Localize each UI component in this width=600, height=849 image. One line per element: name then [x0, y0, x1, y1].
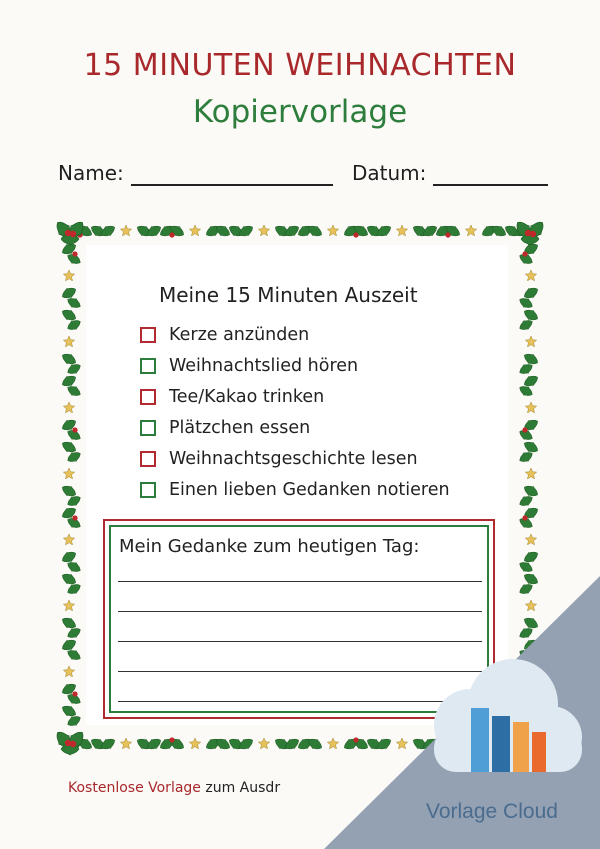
notes-label: Mein Gedanke zum heutigen Tag:	[119, 536, 420, 557]
footer-rest: zum Ausdr	[200, 780, 281, 796]
page-title: 15 MINUTEN WEIHNACHTEN	[83, 48, 517, 83]
page-subtitle: Kopiervorlage	[192, 94, 408, 130]
brand-name: Vorlage Cloud	[426, 800, 558, 823]
checklist-label: Kerze anzünden	[169, 325, 310, 345]
footer-accent: Kostenlose Vorlage	[68, 780, 201, 796]
checklist-label: Weihnachtsgeschichte lesen	[169, 449, 418, 469]
checklist-label: Weihnachtslied hören	[169, 356, 359, 376]
checklist-label: Einen lieben Gedanken notieren	[169, 480, 450, 500]
date-label: Datum:	[352, 161, 427, 185]
card-title: Meine 15 Minuten Auszeit	[159, 283, 418, 307]
name-label: Name:	[58, 161, 124, 185]
checklist-label: Tee/Kakao trinken	[169, 387, 325, 407]
checklist-label: Plätzchen essen	[169, 418, 311, 438]
